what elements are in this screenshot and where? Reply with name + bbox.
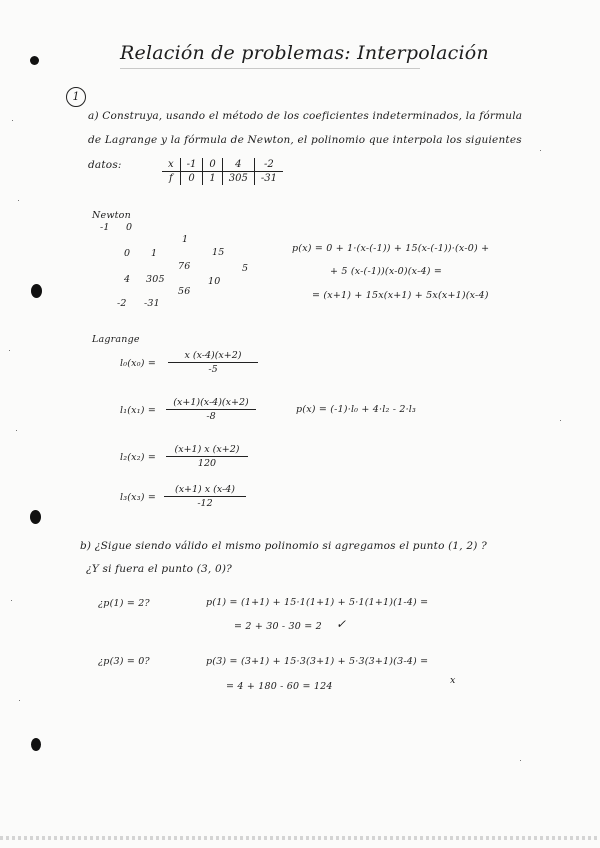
l0-numerator: x (x-4)(x+2) xyxy=(168,350,258,363)
l1-numerator: (x+1)(x-4)(x+2) xyxy=(166,397,256,410)
newton-diff-1: 1 xyxy=(182,234,189,245)
table-f-value: 305 xyxy=(222,172,254,186)
l1-denominator: -8 xyxy=(206,411,216,422)
l1-lhs: l₁(x₁) = xyxy=(120,405,157,416)
part-b-line-1: b) ¿Sigue siendo válido el mismo polinomio si agregamos el punto (1, 2) ? xyxy=(80,540,487,552)
newton-f-value: 0 xyxy=(126,222,133,233)
question-2-line-2: = 4 + 180 - 60 = 124 xyxy=(226,681,333,692)
newton-diff-2: 15 xyxy=(212,247,225,258)
l2-denominator: 120 xyxy=(197,458,217,469)
newton-poly-line-1: p(x) = 0 + 1·(x-(-1)) + 15(x-(-1))·(x-0) + xyxy=(292,243,490,254)
table-x-value: 4 xyxy=(222,158,254,172)
newton-poly-line-2: + 5 (x-(-1))(x-0)(x-4) = xyxy=(330,266,443,277)
newton-poly-line-3: = (x+1) + 15x(x+1) + 5x(x+1)(x-4) xyxy=(312,290,489,301)
l3-numerator: (x+1) x (x-4) xyxy=(164,484,246,497)
table-f-value: 0 xyxy=(180,172,203,186)
newton-diff-1: 76 xyxy=(178,261,191,272)
scan-speck xyxy=(12,120,13,121)
table-x-value: -2 xyxy=(254,158,283,172)
scan-speck xyxy=(540,150,541,151)
cross-mark-icon: x xyxy=(450,675,456,686)
newton-diff-2: 10 xyxy=(208,276,221,287)
scan-speck xyxy=(11,600,12,601)
newton-diff-3: 5 xyxy=(242,263,249,274)
table-x-value: -1 xyxy=(180,158,203,172)
l2-fraction xyxy=(166,444,248,469)
table-f-label: f xyxy=(168,173,173,184)
title-underline xyxy=(120,68,420,69)
newton-x-value: 0 xyxy=(124,248,131,259)
l2-numerator: (x+1) x (x+2) xyxy=(166,444,248,457)
l3-lhs: l₃(x₃) = xyxy=(120,492,157,503)
problem-number: 1 xyxy=(66,87,86,107)
bottom-perforation xyxy=(0,836,600,840)
lagrange-label: Lagrange xyxy=(92,334,140,345)
part-a-line-2: de Lagrange y la fórmula de Newton, el polinomio que interpola los siguientes xyxy=(88,134,522,146)
table-x-value: 0 xyxy=(203,158,222,172)
question-2-line-1: p(3) = (3+1) + 15·3(3+1) + 5·3(3+1)(3-4) = xyxy=(206,656,429,667)
binder-hole-3 xyxy=(30,510,41,524)
scan-speck xyxy=(9,350,10,351)
table-f-value: 1 xyxy=(203,172,222,186)
part-a-line-1: a) Construya, usando el método de los coeficientes indeterminados, la fórmula xyxy=(88,110,523,122)
newton-x-value: -1 xyxy=(100,222,110,233)
newton-label: Newton xyxy=(92,210,131,221)
newton-f-value: 305 xyxy=(146,274,165,285)
binder-hole-4 xyxy=(31,738,41,751)
scan-speck xyxy=(19,700,20,701)
lagrange-poly: p(x) = (-1)·l₀ + 4·l₂ - 2·l₃ xyxy=(296,404,417,415)
question-1: ¿p(1) = 2? xyxy=(98,598,150,609)
scan-speck xyxy=(520,760,521,761)
newton-x-value: -2 xyxy=(117,298,127,309)
binder-hole-1 xyxy=(30,56,39,65)
newton-diff-1: 56 xyxy=(178,286,191,297)
binder-hole-2 xyxy=(31,284,42,298)
l0-denominator: -5 xyxy=(208,364,218,375)
newton-f-value: 1 xyxy=(151,248,158,259)
scan-speck xyxy=(18,200,19,201)
l1-fraction xyxy=(166,397,256,422)
question-2: ¿p(3) = 0? xyxy=(98,656,150,667)
check-icon: ✓ xyxy=(336,617,347,631)
l2-lhs: l₂(x₂) = xyxy=(120,452,157,463)
l3-fraction xyxy=(164,484,246,509)
table-x-label: x xyxy=(162,158,180,172)
l0-fraction xyxy=(168,350,258,375)
l0-lhs: l₀(x₀) = xyxy=(120,358,157,369)
table-f-value: -31 xyxy=(254,172,283,186)
l3-denominator: -12 xyxy=(197,498,213,509)
page-title: Relación de problemas: Interpolación xyxy=(120,42,489,64)
scan-speck xyxy=(560,420,561,421)
data-table xyxy=(162,158,283,185)
scan-speck xyxy=(16,430,17,431)
part-a-line-3: datos: xyxy=(88,159,122,171)
newton-x-value: 4 xyxy=(124,274,131,285)
part-b-line-2: ¿Y si fuera el punto (3, 0)? xyxy=(86,563,232,575)
newton-f-value: -31 xyxy=(144,298,160,309)
question-1-line-2: = 2 + 30 - 30 = 2 xyxy=(234,621,322,632)
question-1-line-1: p(1) = (1+1) + 15·1(1+1) + 5·1(1+1)(1-4) = xyxy=(206,597,429,608)
